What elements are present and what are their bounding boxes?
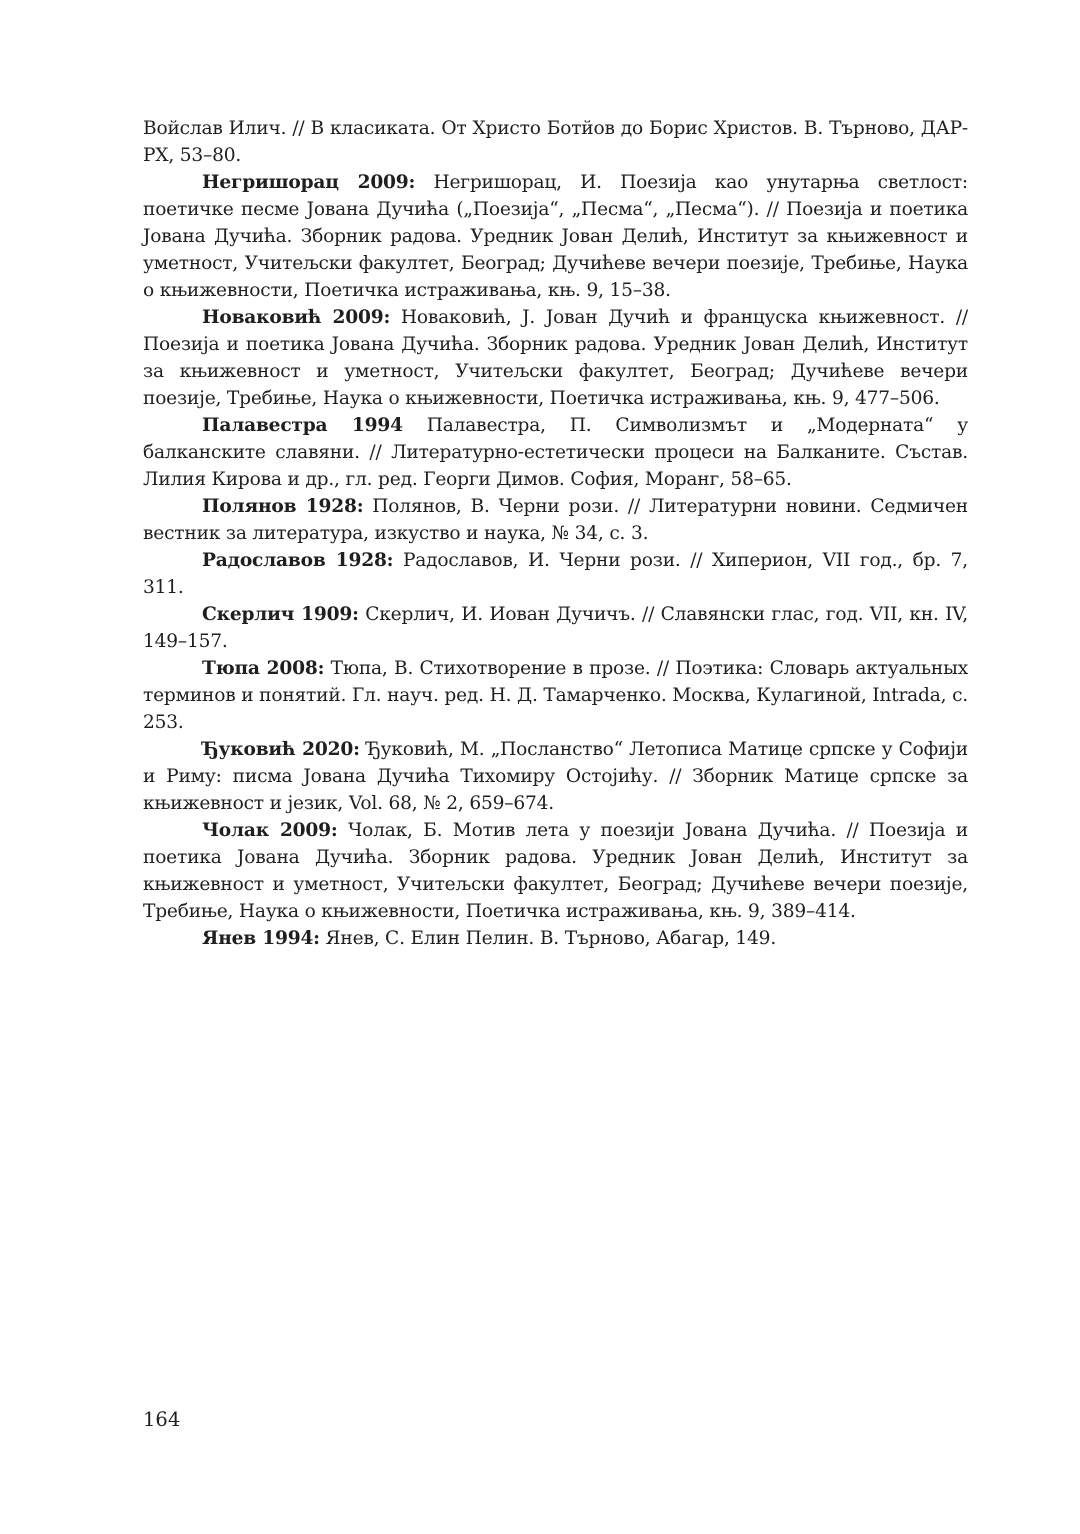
entry-text: Янев, С. Елин Пелин. В. Търново, Абагар, 149.	[319, 928, 777, 949]
entry-text: Полянов, В. Черни рози. // Литературни новини. Седмичен вестник за литература, изкуство и наука, № 34, с. 3.	[143, 496, 968, 544]
entry-text: Новаковић, Ј. Јован Дучић и француска књижевност. // Поезија и поетика Јована Дучића. Зборник радова. Уредник Јован Делић, Институт за књижевност и уметност, Учитељски факултет, Београд; Дучићеве вечери поезије, Требиње, Наука о књижевности, Поетичка истраживања, књ. 9, 477–506.	[143, 307, 968, 409]
entry-key: Ђуковић 2020:	[202, 739, 360, 760]
bibliography-entry	[143, 547, 968, 601]
entry-text: Чолак, Б. Мотив лета у поезији Јована Дучића. // Поезија и поетика Јована Дучића. Зборник радова. Уредник Јован Делић, Институт за књижевност и уметност, Учитељски факултет, Београд; Дучићеве вечери поезије, Требиње, Наука о књижевности, Поетичка истраживања, књ. 9, 389–414.	[143, 820, 968, 922]
entry-text: Радославов, И. Черни рози. // Хиперион, VII год., бр. 7, 311.	[143, 550, 968, 598]
entry-key: Чолак 2009:	[202, 820, 338, 841]
entry-text: Ђуковић, М. „Посланство“ Летописа Матице српске у Софији и Риму: писма Јована Дучића Тихомиру Остојићу. // Зборник Матице српске за књижевност и језик, Vol. 68, № 2, 659–674.	[143, 739, 968, 814]
bibliography-continuation: Войслав Илич. // В класиката. От Христо Ботйов до Борис Христов. В. Търново, ДАР-РХ, 53–80.	[143, 118, 968, 166]
entry-key: Палавестра 1994	[202, 415, 403, 436]
bibliography-entry	[143, 817, 968, 925]
entry-key: Радославов 1928:	[202, 550, 394, 571]
bibliography-entry	[143, 601, 968, 655]
bibliography-entry	[143, 412, 968, 493]
bibliography-entry	[143, 304, 968, 412]
entry-key: Новаковић 2009:	[202, 307, 391, 328]
entry-key: Тюпа 2008:	[202, 658, 325, 679]
entry-text: Палавестра, П. Символизмът и „Модерната“ у балканските славяни. // Литературно-естетически процеси на Балканите. Състав. Лилия Кирова и др., гл. ред. Георги Димов. София, Моранг, 58–65.	[143, 415, 968, 490]
entry-key: Янев 1994:	[202, 928, 320, 949]
entry-key: Полянов 1928:	[202, 496, 364, 517]
bibliography-entry	[143, 655, 968, 736]
page-number: 164	[143, 1408, 181, 1431]
entry-text: Негришорац, И. Поезија као унутарња светлост: поетичке песме Јована Дучића („Поезија“, „Песма“, „Песма“). // Поезија и поетика Јована Дучића. Зборник радова. Уредник Јован Делић, Институт за књижевност и уметност, Учитељски факултет, Београд; Дучићеве вечери поезије, Требиње, Наука о књижевности, Поетичка истраживања, књ. 9, 15–38.	[143, 172, 968, 301]
entry-key: Скерлич 1909:	[202, 604, 359, 625]
bibliography-entry	[143, 736, 968, 817]
bibliography-entry	[143, 169, 968, 304]
bibliography-entry	[143, 925, 968, 952]
bibliography-entry	[143, 493, 968, 547]
bibliography	[143, 115, 968, 952]
entry-text: Тюпа, В. Стихотворение в прозе. // Поэтика: Словарь актуальных терминов и понятий. Гл. науч. ред. Н. Д. Тамарченко. Москва, Кулагиной, Intrada, с. 253.	[143, 658, 968, 733]
entry-text: Скерлич, И. Иован Дучичъ. // Славянски глас, год. VII, кн. IV, 149–157.	[143, 604, 968, 652]
entry-key: Негришорац 2009:	[202, 172, 416, 193]
